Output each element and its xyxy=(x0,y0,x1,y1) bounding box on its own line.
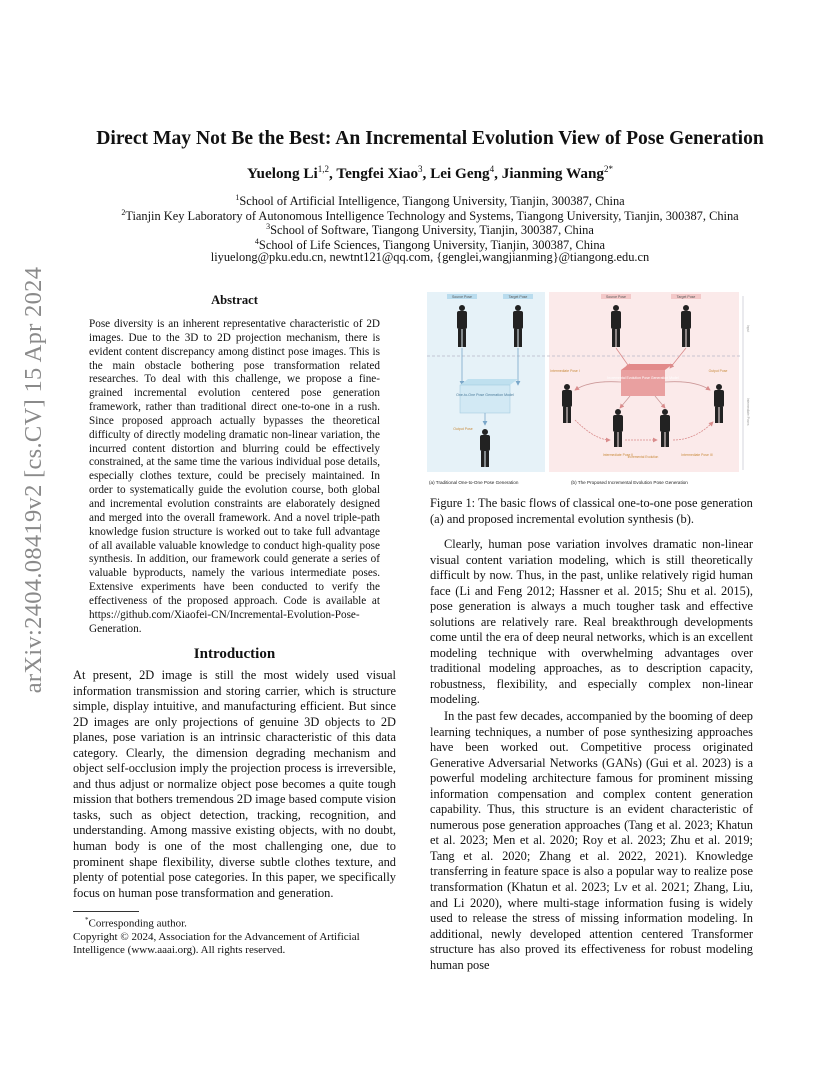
fig-label: Intermediate Pose I xyxy=(550,369,580,373)
footnote-rule xyxy=(73,911,139,912)
affiliation: $^2$Tianjin Key Laboratory of Autonomous Intelligence Technology and Systems, Tiangong University, Tianjin, 300387, China xyxy=(121,208,739,224)
model-box-b xyxy=(621,364,673,370)
author-affiliation-mark: 3 xyxy=(418,164,423,174)
author-affiliation-mark: 2* xyxy=(604,164,613,174)
introduction-text: At present, 2D image is still the most widely used visual information transmission and storing carrier, which is structure simple, display intuitive, and manufacturing efficient. But since 2D images are only projections of genuine 3D objects to 2D planes, pose variation is an intrinsic characteristic of this data category. Clearly, the dimension degrading mechanism and object self-occlusion imply the projection process is irreversible, and thus adjust or normalize object pose becomes a quite tough mission that bothers tremendous 2D image based compute vision tasks, such as object detection, tracking, recognition, and understanding. Among massive existing objects, with no doubt, human body is one of the most challenging one, due to prominent shape flexibility, diverse subtle clothes texture, and plenty of potential pose categories. In this paper, we specifically focus on human pose transformation and generation. xyxy=(73,668,396,900)
author-emails: liyuelong@pku.edu.cn, newtnt121@qq.com, {genglei,wangjianming}@tiangong.edu.cn xyxy=(210,250,650,264)
introduction-heading: Introduction xyxy=(193,646,276,662)
svg-text:One-to-One Pose Generation Mod xyxy=(456,393,514,397)
fig-label: Intermediate Poses xyxy=(746,398,750,426)
author-name: Tengfei Xiao xyxy=(336,165,419,183)
figure-1 xyxy=(425,290,755,490)
arxiv-identifier: arXiv:2404.08419v2 [cs.CV] 15 Apr 2024 xyxy=(20,266,47,694)
fig-label: Incremental Evolution Pose Generation Model xyxy=(607,376,679,380)
author-list: Yuelong Li$^{1,2}$, Tengfei Xiao$^3$, Lei Geng$^4$, Jianming Wang$^{2*}$ xyxy=(246,164,613,183)
fig-label: Output Pose xyxy=(708,369,728,373)
fig-label: Target Pose xyxy=(508,295,528,299)
svg-text:Incremental Evolution Pose Gen xyxy=(607,376,679,380)
author-name: Lei Geng xyxy=(430,165,490,183)
footnote: *Corresponding author. Copyright © 2024, Association for the Advancement of Artificial Intelligence (www.aaai.org). All rights reserved. xyxy=(73,914,396,957)
fig-label: Source Pose xyxy=(451,295,473,299)
fig-label: Source Pose xyxy=(605,295,627,299)
subcaption-b: (b) The Proposed Incremental Evolution Pose Generation xyxy=(571,480,688,485)
paragraph: In the past few decades, accompanied by the booming of deep learning techniques, a number of pose synthesizing approaches have been worked out. Competitive process originated Generative Adversarial Networks (GANs) (Gui et al. 2023) is a powerful modeling architecture famous for prominent missing information compensation and complex content generation capability. Thus, this structure is an evident characteristic of numerous pose generation approaches (Tang et al. 2023; Khatun et al. 2023; Men et al. 2020; Roy et al. 2023; Zhu et al. 2019; Tang et al. 2020; Zhang et al. 2022, 2021). Knowledge transferring in feature space is also a popular way to realize pose transformation (Khatun et al. 2023; Lv et al. 2021; Zhang, Liu, and Li 2020), where multi-stage information fusing is widely used to release the stress of missing information modeling. In additional, newly developed attention centered Transformer structure has also proved its effectiveness for robust modeling human pose xyxy=(430,709,753,972)
abstract-text: Pose diversity is an inherent representative characteristic of 2D images. Due to the 3D to 2D projection mechanism, there is evident content discrepancy among distinct pose images. This is the main obstacle bothering pose transformation related researches. To deal with this challenge, we propose a fine-grained incremental evolution centered pose generation framework, rather than traditional direct one-to-one in a rush. Since proposed approach actually bypasses the theoretical difficulty of directly modeling dramatic non-linear variation, the incurred content distortion and blurring could be effectively constrained, at the same time the various individual pose details, especially clothes texture, could be precisely maintained. In order to systematically guide the evolution course, both global and incremental evolution constraints are elaborately designed and merged into the overall framework. And a novel triple-path knowledge fusion structure is worked out to take full advantage of all available valuable knowledge to conduct high-quality pose synthesis. In addition, our framework could generate a series of valuable byproducts, namely the various intermediate poses. Extensive experiments have been conducted to verify the effectiveness of the proposed approach. Code is available at https://github.com/Xiaofei-CN/Incremental-Evolution-Pose-Generation. xyxy=(89,318,380,635)
right-column-text xyxy=(430,537,753,973)
author-name: Jianming Wang xyxy=(501,165,604,183)
fig-label: Output Pose xyxy=(453,427,473,431)
fig-label: Input xyxy=(746,325,750,333)
subcaption-a: (a) Traditional One-to-One Pose Generation xyxy=(429,480,519,485)
fig-label: Intermediate Pose III xyxy=(681,453,713,457)
fig-label: One-to-One Pose Generation Model xyxy=(456,393,514,397)
figure-caption: Figure 1: The basic flows of classical one-to-one pose generation (a) and proposed incremental evolution synthesis (b). xyxy=(430,496,753,526)
corresponding-author-note: Corresponding author. xyxy=(88,917,187,930)
author-affiliation-mark: 4 xyxy=(489,164,495,174)
affiliation: $^4$School of Life Sciences, Tiangong University, Tianjin, 300387, China xyxy=(254,237,606,253)
author-affiliation-mark: 1,2 xyxy=(317,164,329,174)
paper-title: Direct May Not Be the Best: An Incremental Evolution View of Pose Generation xyxy=(96,128,764,149)
fig-label: Incremental Evolution xyxy=(627,455,659,459)
copyright-notice: Copyright © 2024, Association for the Advancement of Artificial Intelligence (www.aaai.org). All rights reserved. xyxy=(73,930,360,957)
affiliation: $^3$School of Software, Tiangong University, Tianjin, 300387, China xyxy=(266,222,594,238)
author-name: Yuelong Li xyxy=(246,165,318,183)
model-box-a xyxy=(460,379,518,385)
paragraph: Clearly, human pose variation involves dramatic non-linear visual content variation modeling, which is still theoretically difficult by now. Thus, in the past, unlike relatively rigid human face (Li and Feng 2012; Hassner et al. 2015; Shu et al. 2015), pose generation is always a much tougher task and effective solutions are relatively rare. Real breakthrough developments come until the era of deep neural networks, which is an excellent modeling technique with overwhelming advantages over traditional modeling approaches, as to description capacity, robustness, flexibility, and especially complex non-linear modeling. xyxy=(430,537,753,707)
abstract-heading: Abstract xyxy=(211,293,258,307)
fig-label: Target Pose xyxy=(676,295,696,299)
fig-label: Intermediate Pose II xyxy=(602,453,634,457)
affiliation: $^1$School of Artificial Intelligence, Tiangong University, Tianjin, 300387, China xyxy=(235,193,625,209)
arxiv-stamp xyxy=(16,266,52,694)
